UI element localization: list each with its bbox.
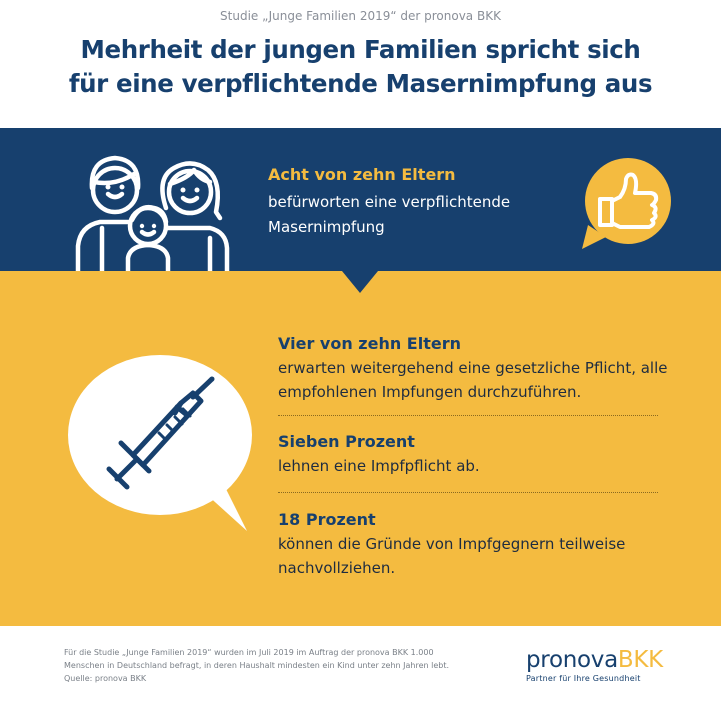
stat-headline: Sieben Prozent (278, 432, 415, 451)
panel-pointer (342, 271, 378, 293)
page-title (0, 33, 721, 101)
stat-headline: 18 Prozent (278, 510, 376, 529)
footnote-source: Quelle: pronova BKK (64, 674, 147, 683)
footnote (64, 646, 464, 685)
logo-bkk: BKK (617, 647, 663, 673)
footnote-line-1: Für die Studie „Junge Familien 2019“ wurden im Juli 2019 im Auftrag der pronova BKK 1.000 (64, 648, 434, 657)
divider (278, 492, 658, 493)
stat-headline: Vier von zehn Eltern (278, 334, 461, 353)
family-icon (70, 148, 230, 271)
divider (278, 415, 658, 416)
top-text: befürworten eine verpflichtende Masernimpfung (268, 193, 511, 236)
stat-block-18 (278, 510, 668, 580)
thumbs-up-icon (568, 157, 680, 257)
syringe-icon (65, 355, 270, 535)
stat-block-sieben (278, 432, 668, 478)
footnote-line-2: Menschen in Deutschland befragt, in deren Haushalt mindesten ein Kind unter zehn Jahren lebt. (64, 661, 450, 670)
pronova-logo (526, 647, 666, 683)
stat-text: erwarten weitergehend eine gesetzliche Pflicht, alle empfohlenen Impfungen durchzuführen. (278, 359, 668, 401)
logo-tagline: Partner für Ihre Gesundheit (526, 674, 641, 683)
title-line-2: für eine verpflichtende Masernimpfung aus (68, 69, 653, 98)
header (0, 0, 721, 128)
top-headline: Acht von zehn Eltern (268, 165, 456, 184)
stat-text: lehnen eine Impfpflicht ab. (278, 457, 480, 475)
title-line-1: Mehrheit der jungen Familien spricht sich (80, 35, 641, 64)
logo-pronova: pronova (526, 647, 618, 673)
stat-text: können die Gründe von Impfgegnern teilweise nachvollziehen. (278, 535, 626, 577)
stat-block-vier (278, 334, 668, 404)
study-subtitle: Studie „Junge Familien 2019“ der pronova BKK (220, 9, 501, 23)
